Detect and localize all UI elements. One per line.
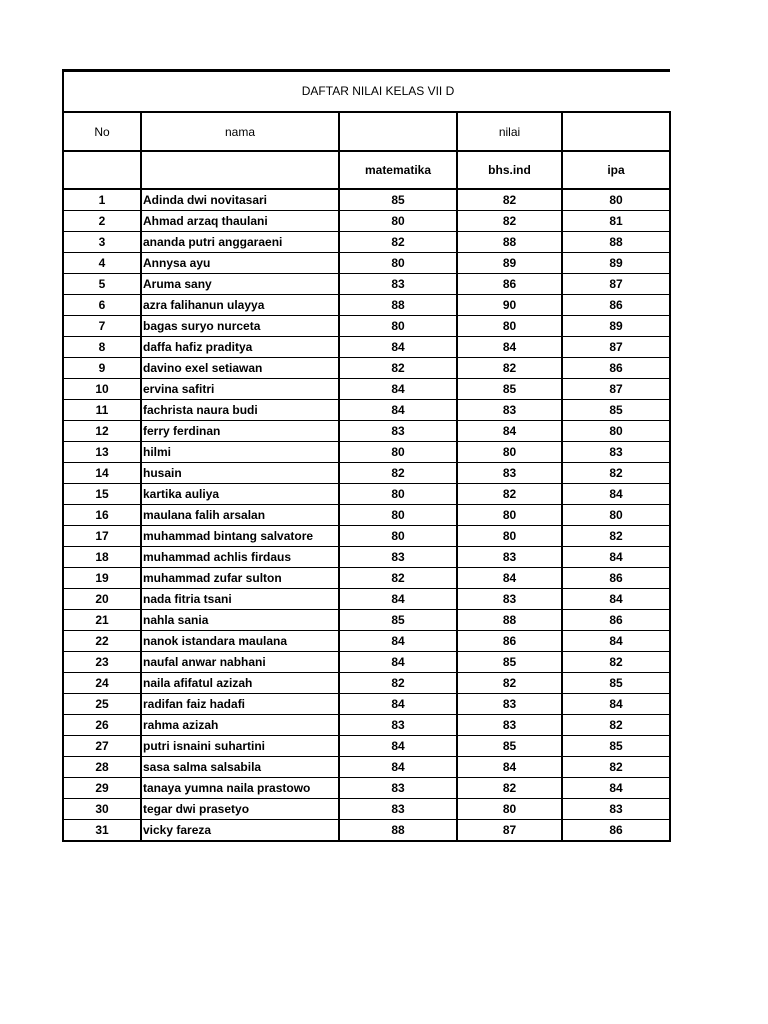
student-name: nanok istandara maulana	[141, 631, 339, 652]
score-bhs-ind: 82	[457, 211, 562, 232]
student-name: muhammad achlis firdaus	[141, 547, 339, 568]
score-ipa: 86	[562, 820, 670, 842]
table-row	[63, 274, 670, 295]
score-matematika: 84	[339, 694, 457, 715]
score-bhs-ind: 80	[457, 316, 562, 337]
score-matematika: 80	[339, 316, 457, 337]
score-bhs-ind: 80	[457, 799, 562, 820]
table-row	[63, 484, 670, 505]
score-ipa: 80	[562, 505, 670, 526]
score-matematika: 82	[339, 358, 457, 379]
table-row	[63, 442, 670, 463]
row-number: 31	[63, 820, 141, 842]
student-name: kartika auliya	[141, 484, 339, 505]
score-ipa: 86	[562, 610, 670, 631]
row-number: 16	[63, 505, 141, 526]
grade-table	[62, 69, 671, 842]
score-bhs-ind: 80	[457, 505, 562, 526]
header-bhs-ind: bhs.ind	[457, 151, 562, 189]
row-number: 28	[63, 757, 141, 778]
score-matematika: 84	[339, 589, 457, 610]
score-matematika: 80	[339, 442, 457, 463]
score-matematika: 84	[339, 379, 457, 400]
score-bhs-ind: 82	[457, 358, 562, 379]
table-row	[63, 694, 670, 715]
row-number: 23	[63, 652, 141, 673]
student-name: tanaya yumna naila prastowo	[141, 778, 339, 799]
table-row	[63, 547, 670, 568]
score-bhs-ind: 80	[457, 442, 562, 463]
header-matematika: matematika	[339, 151, 457, 189]
score-matematika: 83	[339, 715, 457, 736]
score-bhs-ind: 86	[457, 631, 562, 652]
table-row	[63, 526, 670, 547]
row-number: 3	[63, 232, 141, 253]
score-matematika: 82	[339, 568, 457, 589]
row-number: 21	[63, 610, 141, 631]
score-matematika: 82	[339, 232, 457, 253]
score-matematika: 83	[339, 799, 457, 820]
score-matematika: 80	[339, 253, 457, 274]
score-matematika: 83	[339, 421, 457, 442]
row-number: 18	[63, 547, 141, 568]
table-row	[63, 337, 670, 358]
row-number: 14	[63, 463, 141, 484]
student-name: Aruma sany	[141, 274, 339, 295]
student-name: naila afifatul azizah	[141, 673, 339, 694]
row-number: 22	[63, 631, 141, 652]
table-row	[63, 799, 670, 820]
row-number: 30	[63, 799, 141, 820]
score-bhs-ind: 83	[457, 463, 562, 484]
row-number: 10	[63, 379, 141, 400]
score-bhs-ind: 83	[457, 547, 562, 568]
score-ipa: 84	[562, 547, 670, 568]
row-number: 8	[63, 337, 141, 358]
score-bhs-ind: 84	[457, 421, 562, 442]
table-row	[63, 400, 670, 421]
student-name: tegar dwi prasetyo	[141, 799, 339, 820]
score-bhs-ind: 82	[457, 673, 562, 694]
row-number: 17	[63, 526, 141, 547]
score-matematika: 84	[339, 337, 457, 358]
score-bhs-ind: 83	[457, 715, 562, 736]
table-row	[63, 253, 670, 274]
table-row	[63, 673, 670, 694]
header-row-1	[63, 112, 670, 151]
score-ipa: 86	[562, 568, 670, 589]
row-number: 6	[63, 295, 141, 316]
score-ipa: 83	[562, 799, 670, 820]
score-ipa: 82	[562, 526, 670, 547]
student-name: vicky fareza	[141, 820, 339, 842]
score-matematika: 84	[339, 631, 457, 652]
score-matematika: 85	[339, 189, 457, 211]
score-matematika: 80	[339, 505, 457, 526]
student-name: Annysa ayu	[141, 253, 339, 274]
header-empty-4	[141, 151, 339, 189]
score-ipa: 80	[562, 421, 670, 442]
score-matematika: 80	[339, 484, 457, 505]
score-bhs-ind: 83	[457, 694, 562, 715]
score-ipa: 84	[562, 778, 670, 799]
grade-sheet	[62, 69, 669, 842]
student-name: Ahmad arzaq thaulani	[141, 211, 339, 232]
score-bhs-ind: 84	[457, 568, 562, 589]
row-number: 24	[63, 673, 141, 694]
student-name: Adinda dwi novitasari	[141, 189, 339, 211]
score-matematika: 83	[339, 547, 457, 568]
row-number: 19	[63, 568, 141, 589]
score-matematika: 83	[339, 274, 457, 295]
score-matematika: 80	[339, 211, 457, 232]
score-bhs-ind: 80	[457, 526, 562, 547]
score-matematika: 84	[339, 400, 457, 421]
table-row	[63, 757, 670, 778]
score-ipa: 83	[562, 442, 670, 463]
row-number: 25	[63, 694, 141, 715]
student-name: davino exel setiawan	[141, 358, 339, 379]
score-bhs-ind: 90	[457, 295, 562, 316]
table-row	[63, 379, 670, 400]
score-ipa: 84	[562, 694, 670, 715]
score-matematika: 82	[339, 673, 457, 694]
score-matematika: 85	[339, 610, 457, 631]
score-bhs-ind: 82	[457, 189, 562, 211]
table-row	[63, 715, 670, 736]
header-empty-3	[63, 151, 141, 189]
score-bhs-ind: 82	[457, 484, 562, 505]
score-ipa: 80	[562, 189, 670, 211]
row-number: 27	[63, 736, 141, 757]
score-bhs-ind: 85	[457, 379, 562, 400]
row-number: 4	[63, 253, 141, 274]
score-ipa: 89	[562, 316, 670, 337]
score-bhs-ind: 85	[457, 652, 562, 673]
student-name: ananda putri anggaraeni	[141, 232, 339, 253]
table-row	[63, 421, 670, 442]
student-name: rahma azizah	[141, 715, 339, 736]
score-ipa: 86	[562, 295, 670, 316]
table-row	[63, 463, 670, 484]
score-ipa: 84	[562, 484, 670, 505]
table-row	[63, 316, 670, 337]
score-bhs-ind: 83	[457, 400, 562, 421]
row-number: 15	[63, 484, 141, 505]
score-ipa: 85	[562, 400, 670, 421]
table-row	[63, 568, 670, 589]
score-ipa: 84	[562, 631, 670, 652]
row-number: 5	[63, 274, 141, 295]
student-name: muhammad bintang salvatore	[141, 526, 339, 547]
score-ipa: 82	[562, 715, 670, 736]
student-name: maulana falih arsalan	[141, 505, 339, 526]
score-matematika: 82	[339, 463, 457, 484]
score-matematika: 83	[339, 778, 457, 799]
score-ipa: 81	[562, 211, 670, 232]
score-bhs-ind: 84	[457, 337, 562, 358]
row-number: 7	[63, 316, 141, 337]
student-name: ervina safitri	[141, 379, 339, 400]
student-name: ferry ferdinan	[141, 421, 339, 442]
score-matematika: 84	[339, 652, 457, 673]
header-empty-1	[339, 112, 457, 151]
row-number: 12	[63, 421, 141, 442]
table-row	[63, 736, 670, 757]
table-row	[63, 295, 670, 316]
student-name: naufal anwar nabhani	[141, 652, 339, 673]
table-row	[63, 778, 670, 799]
student-name: radifan faiz hadafi	[141, 694, 339, 715]
score-bhs-ind: 86	[457, 274, 562, 295]
score-ipa: 89	[562, 253, 670, 274]
header-empty-2	[562, 112, 670, 151]
row-number: 11	[63, 400, 141, 421]
table-row	[63, 652, 670, 673]
score-ipa: 87	[562, 337, 670, 358]
table-row	[63, 232, 670, 253]
student-name: fachrista naura budi	[141, 400, 339, 421]
score-bhs-ind: 89	[457, 253, 562, 274]
score-ipa: 82	[562, 463, 670, 484]
table-row	[63, 820, 670, 842]
score-bhs-ind: 82	[457, 778, 562, 799]
score-ipa: 87	[562, 274, 670, 295]
student-name: nahla sania	[141, 610, 339, 631]
score-ipa: 82	[562, 757, 670, 778]
student-name: putri isnaini suhartini	[141, 736, 339, 757]
table-row	[63, 610, 670, 631]
row-number: 1	[63, 189, 141, 211]
table-row	[63, 358, 670, 379]
row-number: 2	[63, 211, 141, 232]
header-row-2	[63, 151, 670, 189]
score-ipa: 84	[562, 589, 670, 610]
score-matematika: 84	[339, 736, 457, 757]
student-name: muhammad zufar sulton	[141, 568, 339, 589]
score-bhs-ind: 87	[457, 820, 562, 842]
title-row	[63, 71, 670, 113]
row-number: 29	[63, 778, 141, 799]
student-name: hilmi	[141, 442, 339, 463]
score-ipa: 85	[562, 736, 670, 757]
score-ipa: 85	[562, 673, 670, 694]
sheet-title: DAFTAR NILAI KELAS VII D	[63, 71, 670, 113]
score-matematika: 84	[339, 757, 457, 778]
header-no: No	[63, 112, 141, 151]
student-name: sasa salma salsabila	[141, 757, 339, 778]
score-bhs-ind: 84	[457, 757, 562, 778]
student-name: nada fitria tsani	[141, 589, 339, 610]
score-bhs-ind: 88	[457, 610, 562, 631]
score-ipa: 88	[562, 232, 670, 253]
student-name: bagas suryo nurceta	[141, 316, 339, 337]
row-number: 9	[63, 358, 141, 379]
table-row	[63, 631, 670, 652]
score-bhs-ind: 85	[457, 736, 562, 757]
row-number: 26	[63, 715, 141, 736]
row-number: 20	[63, 589, 141, 610]
student-name: husain	[141, 463, 339, 484]
score-matematika: 88	[339, 820, 457, 842]
header-ipa: ipa	[562, 151, 670, 189]
header-nama: nama	[141, 112, 339, 151]
table-row	[63, 211, 670, 232]
score-matematika: 80	[339, 526, 457, 547]
score-ipa: 87	[562, 379, 670, 400]
score-ipa: 82	[562, 652, 670, 673]
score-matematika: 88	[339, 295, 457, 316]
score-ipa: 86	[562, 358, 670, 379]
student-name: daffa hafiz praditya	[141, 337, 339, 358]
score-bhs-ind: 88	[457, 232, 562, 253]
score-bhs-ind: 83	[457, 589, 562, 610]
table-row	[63, 505, 670, 526]
table-row	[63, 589, 670, 610]
student-name: azra falihanun ulayya	[141, 295, 339, 316]
table-row	[63, 189, 670, 211]
header-nilai: nilai	[457, 112, 562, 151]
row-number: 13	[63, 442, 141, 463]
